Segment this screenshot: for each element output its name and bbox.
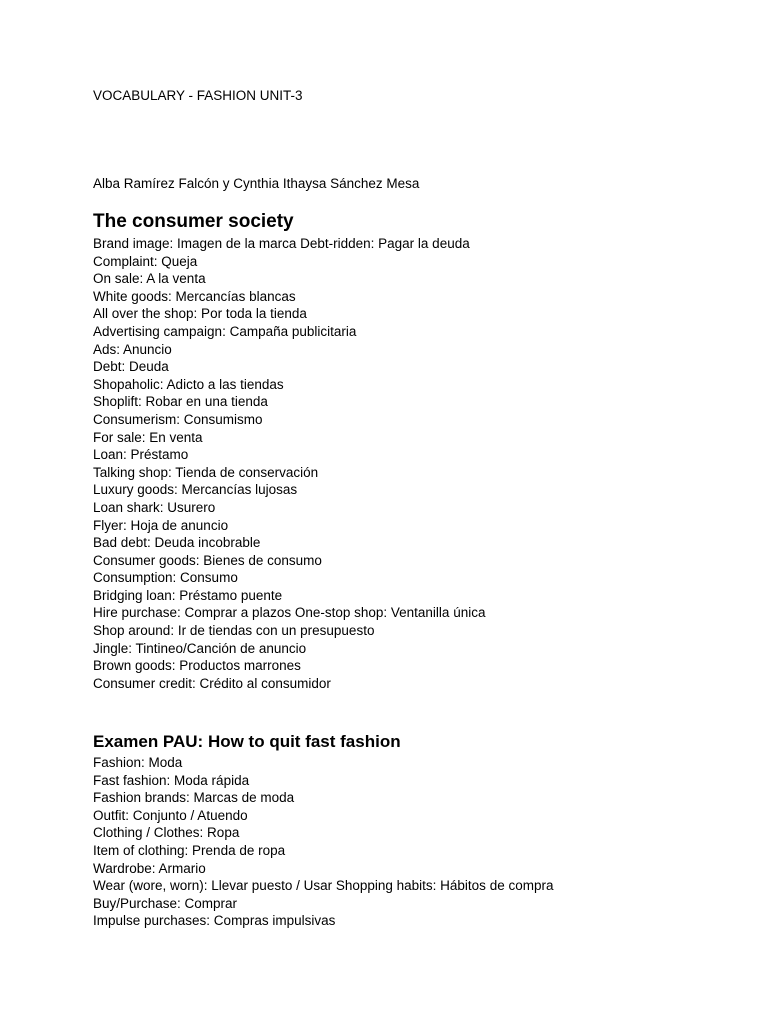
- vocabulary-entry: Shop around: Ir de tiendas con un presupuesto: [93, 623, 375, 639]
- vocabulary-entry: Outfit: Conjunto / Atuendo: [93, 807, 248, 823]
- vocabulary-entry: White goods: Mercancías blancas: [93, 288, 296, 304]
- vocabulary-entry: Ads: Anuncio: [93, 341, 172, 357]
- vocabulary-entry: Consumer goods: Bienes de consumo: [93, 552, 322, 568]
- vocabulary-entry: On sale: A la venta: [93, 271, 206, 287]
- section-consumer-society: [93, 209, 733, 692]
- section-heading: The consumer society: [93, 211, 294, 232]
- vocabulary-entry: Consumption: Consumo: [93, 570, 238, 586]
- vocabulary-entry: Consumerism: Consumismo: [93, 411, 263, 427]
- vocabulary-entry: For sale: En venta: [93, 429, 203, 445]
- vocabulary-entry: Item of clothing: Prenda de ropa: [93, 842, 286, 858]
- vocabulary-entry: Impulse purchases: Compras impulsivas: [93, 913, 336, 929]
- document-authors: Alba Ramírez Falcón y Cynthia Ithaysa Sánchez Mesa: [93, 176, 420, 191]
- vocabulary-entry: Shoplift: Robar en una tienda: [93, 394, 268, 410]
- vocabulary-entry: Bridging loan: Préstamo puente: [93, 587, 283, 603]
- vocabulary-entry: Complaint: Queja: [93, 253, 198, 269]
- vocabulary-list: [93, 754, 733, 930]
- vocabulary-entry: Brown goods: Productos marrones: [93, 658, 301, 674]
- vocabulary-entry: Talking shop: Tienda de conservación: [93, 464, 319, 480]
- vocabulary-entry: Advertising campaign: Campaña publicitaria: [93, 323, 357, 339]
- vocabulary-entry: Wear (wore, worn): Llevar puesto / Usar Shopping habits: Hábitos de compra: [93, 878, 554, 894]
- vocabulary-entry: Loan: Préstamo: [93, 447, 189, 463]
- vocabulary-entry: Shopaholic: Adicto a las tiendas: [93, 376, 284, 392]
- section-fast-fashion: [93, 730, 733, 930]
- vocabulary-entry: Clothing / Clothes: Ropa: [93, 825, 240, 841]
- vocabulary-entry: Luxury goods: Mercancías lujosas: [93, 482, 298, 498]
- vocabulary-entry: Buy/Purchase: Comprar: [93, 895, 238, 911]
- vocabulary-entry: All over the shop: Por toda la tienda: [93, 306, 307, 322]
- document-title: VOCABULARY - FASHION UNIT-3: [93, 88, 303, 103]
- vocabulary-entry: Fashion: Moda: [93, 755, 183, 770]
- vocabulary-entry: Jingle: Tintineo/Canción de anuncio: [93, 640, 307, 656]
- vocabulary-entry: Brand image: Imagen de la marca Debt-ridden: Pagar la deuda: [93, 236, 470, 251]
- vocabulary-entry: Loan shark: Usurero: [93, 499, 216, 515]
- vocabulary-entry: Wardrobe: Armario: [93, 860, 206, 876]
- section-heading: Examen PAU: How to quit fast fashion: [93, 732, 401, 751]
- vocabulary-entry: Bad debt: Deuda incobrable: [93, 535, 261, 551]
- vocabulary-entry: Fashion brands: Marcas de moda: [93, 790, 295, 806]
- vocabulary-entry: Fast fashion: Moda rápida: [93, 772, 250, 788]
- vocabulary-entry: Debt: Deuda: [93, 359, 169, 375]
- vocabulary-list: [93, 235, 733, 692]
- vocabulary-entry: Hire purchase: Comprar a plazos One-stop shop: Ventanilla única: [93, 605, 486, 621]
- vocabulary-entry: Flyer: Hoja de anuncio: [93, 517, 229, 533]
- vocabulary-entry: Consumer credit: Crédito al consumidor: [93, 675, 331, 691]
